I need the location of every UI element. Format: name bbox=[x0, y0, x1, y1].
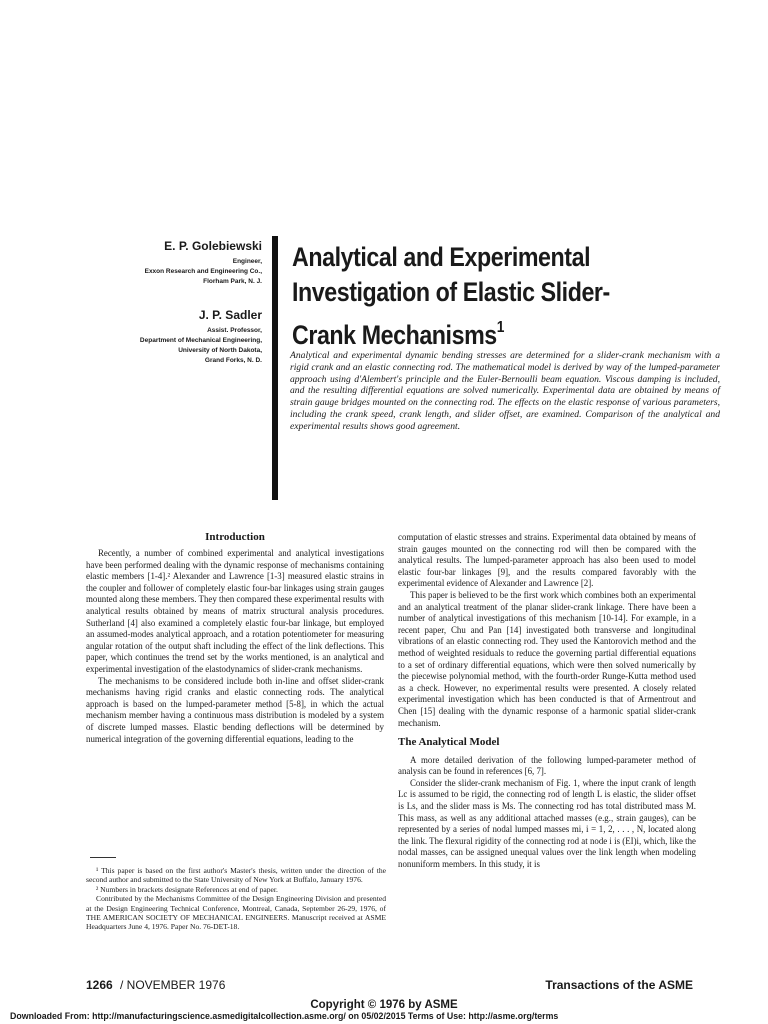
author-name: E. P. Golebiewski bbox=[164, 239, 262, 253]
footnote-rule bbox=[90, 857, 116, 858]
author-affiliation-line: Department of Mechanical Engineering, bbox=[139, 337, 262, 344]
page-number: 1266 bbox=[86, 978, 113, 992]
paragraph: computation of elastic stresses and strains. Experimental data obtained by means of strain gauges mounted on the connecting rod will then be compared with the analytical results. The lumped-parameter approach has also been used to model elastic four-bar linkages [9], and the results compared favorably with the experimental evidence of Alexander and Lawrence [2]. bbox=[398, 532, 696, 589]
title-line: Investigation of Elastic Slider- bbox=[292, 277, 610, 307]
author-name: J. P. Sadler bbox=[198, 308, 262, 322]
title-footnote-mark: 1 bbox=[496, 319, 505, 336]
author-affiliation-line: Exxon Research and Engineering Co., bbox=[144, 268, 262, 275]
author-affiliation-line: University of North Dakota, bbox=[178, 347, 262, 354]
author-block-2 bbox=[140, 308, 262, 366]
author-affiliation-line: Assist. Professor, bbox=[207, 327, 262, 334]
paper-title bbox=[292, 240, 662, 353]
download-notice: Downloaded From: http://manufacturingscience.asmedigitalcollection.asme.org/ on 05/02/2015 Terms of Use: http://asme.org/terms bbox=[10, 1011, 559, 1021]
column-right bbox=[398, 532, 696, 871]
footnotes bbox=[86, 866, 386, 932]
copyright-line: Copyright © 1976 by ASME bbox=[310, 999, 458, 1011]
abstract: Analytical and experimental dynamic bending stresses are determined for a slider-crank mechanism with a rigid crank and an elastic connecting rod. The mathematical model is derived by way of the lumped-parameter approach using d'Alembert's principle and the Euler-Bernoulli beam equation. Viscous damping is included, and the resulting differential equations are solved numerically. Experimental data are obtained by means of strain gauge bridges mounted on the connecting rod. The effects on the elastic response of various parameters, including the crank speed, crank length, and slider offset, are examined. Comparison of the analytical and experimental results shows good agreement. bbox=[290, 350, 720, 432]
column-left bbox=[86, 548, 384, 745]
title-line: Analytical and Experimental bbox=[292, 242, 591, 272]
section-heading-analytical-model: The Analytical Model bbox=[398, 736, 500, 749]
paragraph: The mechanisms to be considered include both in-line and offset slider-crank mechanisms having rigid cranks and elastic connecting rods. The analytical approach is based on the lumped-parameter method [5-8], in which the actual mechanism member having a continuous mass distribution is modeled by a system of discrete lumped masses. Elastic bending deflections will be determined by numerical integration of the governing differential equations, leading to the bbox=[86, 675, 384, 744]
paragraph: Consider the slider-crank mechanism of Fig. 1, where the input crank of length Lc is assumed to be rigid, the connecting rod of length L is elastic, the slider offset is Ls, and the slider mass is Ms. The connecting rod has total distributed mass M. This mass, as well as any additional attached masses (e.g., strain gauges), can be represented by a series of nodal lumped masses mi, i = 1, 2, . . . , N, located along the link. The flexural rigidity of the connecting rod at node i is (EI)i, which, like the nodal masses, can be assigned unequal values over the link length when modeling nonuniform members. In this study, it is bbox=[398, 777, 696, 870]
author-block-1 bbox=[145, 239, 262, 287]
journal-name: Transactions of the ASME bbox=[545, 978, 693, 992]
footnote: ¹ This paper is based on the first author's Master's thesis, written under the direction of the second author and submitted to the State University of New York at Buffalo, January 1976. bbox=[86, 866, 386, 885]
paragraph: A more detailed derivation of the following lumped-parameter method of analysis can be found in references [6, 7]. bbox=[398, 754, 696, 777]
author-affiliation-line: Engineer, bbox=[232, 258, 262, 265]
paragraph: Recently, a number of combined experimental and analytical investigations have been performed dealing with the dynamic response of mechanisms containing elastic members [1-4].² Alexander and Lawrence [1-3] measured elastic strains in the coupler and follower of completely elastic four-bar linkages using strain gauges mounted along these members. They then compared these experimental results with analytical results obtained by means of matrix structural analysis procedures. Sutherland [4] also examined a completely elastic four-bar linkage, but employed an assumed-modes analytical approach, and a rotation potentiometer for measuring angular rotation of the output shaft including the effect of the link deflections. This paper, which continues the trend set by the works mentioned, is an analytical and experimental investigation of the elastodynamics of slider-crank mechanisms. bbox=[86, 548, 384, 674]
title-vertical-rule bbox=[272, 236, 278, 500]
issue-date: / NOVEMBER 1976 bbox=[120, 978, 226, 992]
author-affiliation-line: Grand Forks, N. D. bbox=[204, 357, 262, 364]
author-affiliation-line: Florham Park, N. J. bbox=[203, 278, 262, 285]
footnote: Contributed by the Mechanisms Committee of the Design Engineering Division and presented at the Design Engineering Technical Conference, Montreal, Canada, September 26-29, 1976, of THE AMERICAN SOCIETY OF MECHANICAL ENGINEERS. Manuscript received at ASME Headquarters June 4, 1976. Paper No. 76-DET-18. bbox=[86, 894, 386, 932]
section-heading-introduction: Introduction bbox=[205, 531, 265, 543]
paragraph: This paper is believed to be the first work which combines both an experimental and an analytical treatment of the planar slider-crank linkage. There have been a number of analytical investigations of this mechanism [10-14]. For example, in a recent paper, Chu and Pan [14] investigated both transverse and longitudinal vibrations of an elastic connecting rod. They used the Kantorovich method and the method of weighted residuals to reduce the governing partial differential equations to a set of ordinary differential equations, which were then solved numerically by the piecewise polynomial method, with the fourth-order Runge-Kutta method used as a check. However, no experimental results were presented. A closely related experimental investigation which has been conducted is that of Armentrout and Chen [15] dealing with the dynamic response of a harmonic spatial slider-crank mechanism. bbox=[398, 589, 696, 728]
title-line: Crank Mechanisms$^1$ bbox=[292, 319, 505, 350]
footnote: ² Numbers in brackets designate References at end of paper. bbox=[96, 884, 278, 894]
